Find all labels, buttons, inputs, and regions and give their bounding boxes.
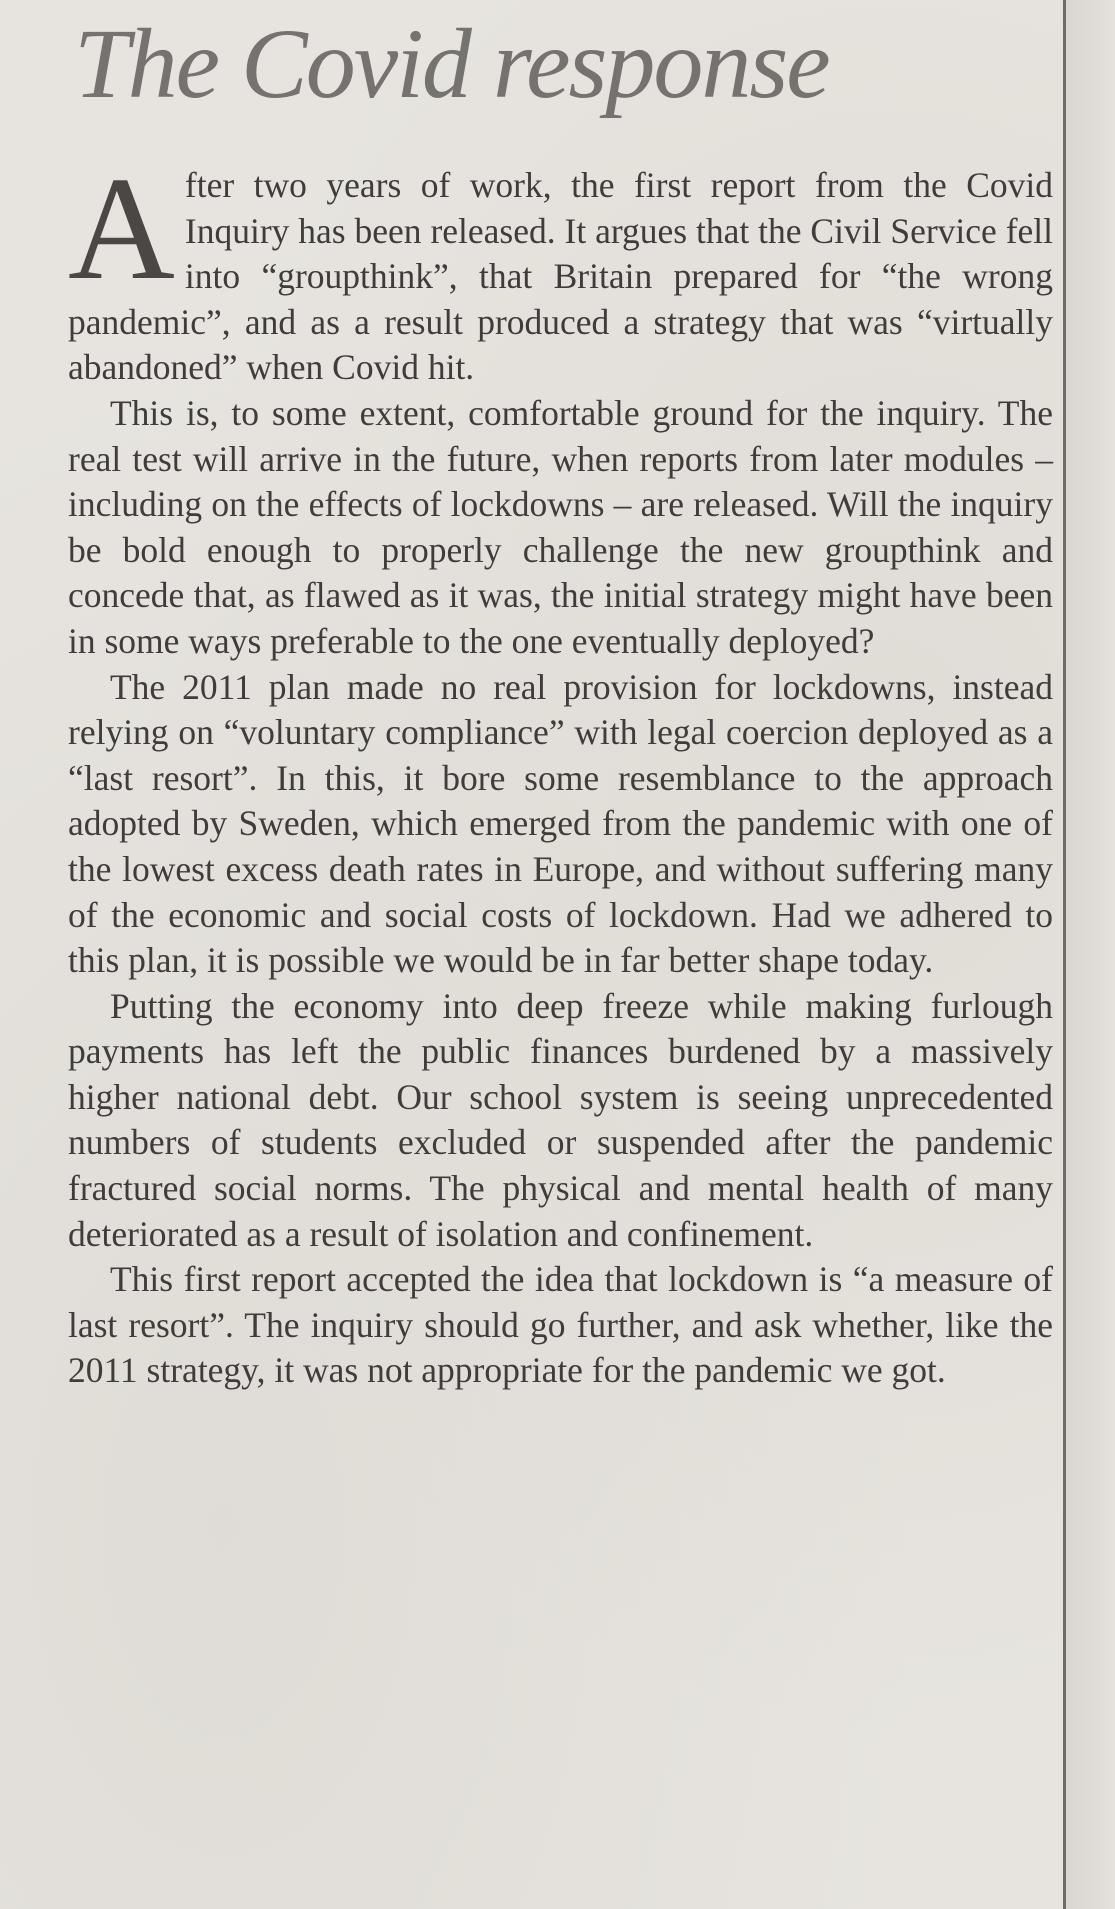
paragraph-1-text: fter two years of work, the first report from the Covid Inquiry has been released. It argues that the Civil Service fell into “groupthink”, that Britain prepared for “the wrong pandemic”, and as a result produced a strategy that was “virtually abandoned” when Covid hit.: [68, 165, 1053, 388]
paragraph-1: [68, 147, 1053, 391]
paragraph-3: The 2011 plan made no real provision for lockdowns, instead relying on “voluntary compliance” with legal coercion deployed as a “last resort”. In this, it bore some resemblance to the approach adopted by Sweden, which emerged from the pandemic with one of the lowest excess death rates in Europe, and without suffering many of the economic and social costs of lockdown. Had we adhered to this plan, it is possible we would be in far better shape today.: [68, 666, 1053, 981]
paragraph-2: This is, to some extent, comfortable ground for the inquiry. The real test will arrive in the future, when reports from later modules – including on the effects of lockdowns – are released. Will the inquiry be bold enough to properly challenge the new groupthink and concede that, as flawed as it was, the initial strategy might have been in some ways preferable to the one eventually deployed?: [68, 392, 1053, 661]
adjacent-column-bleed: [1066, 0, 1115, 1909]
paragraph-4: Putting the economy into deep freeze while making furlough payments has left the public finances burdened by a massively higher national debt. Our school system is seeing unprecedented numbers of students excluded or suspended after the pandemic fractured social norms. The physical and mental health of many deteriorated as a result of isolation and confinement.: [68, 985, 1053, 1254]
article-body: [68, 147, 1053, 1394]
headline: The Covid response: [74, 8, 829, 119]
paragraph-5: This first report accepted the idea that lockdown is “a measure of last resort”. The inquiry should go further, and ask whether, like the 2011 strategy, it was not appropriate for the pandemic we got.: [68, 1259, 1053, 1391]
drop-cap: A: [68, 147, 175, 311]
column-rule: [1063, 0, 1066, 1909]
